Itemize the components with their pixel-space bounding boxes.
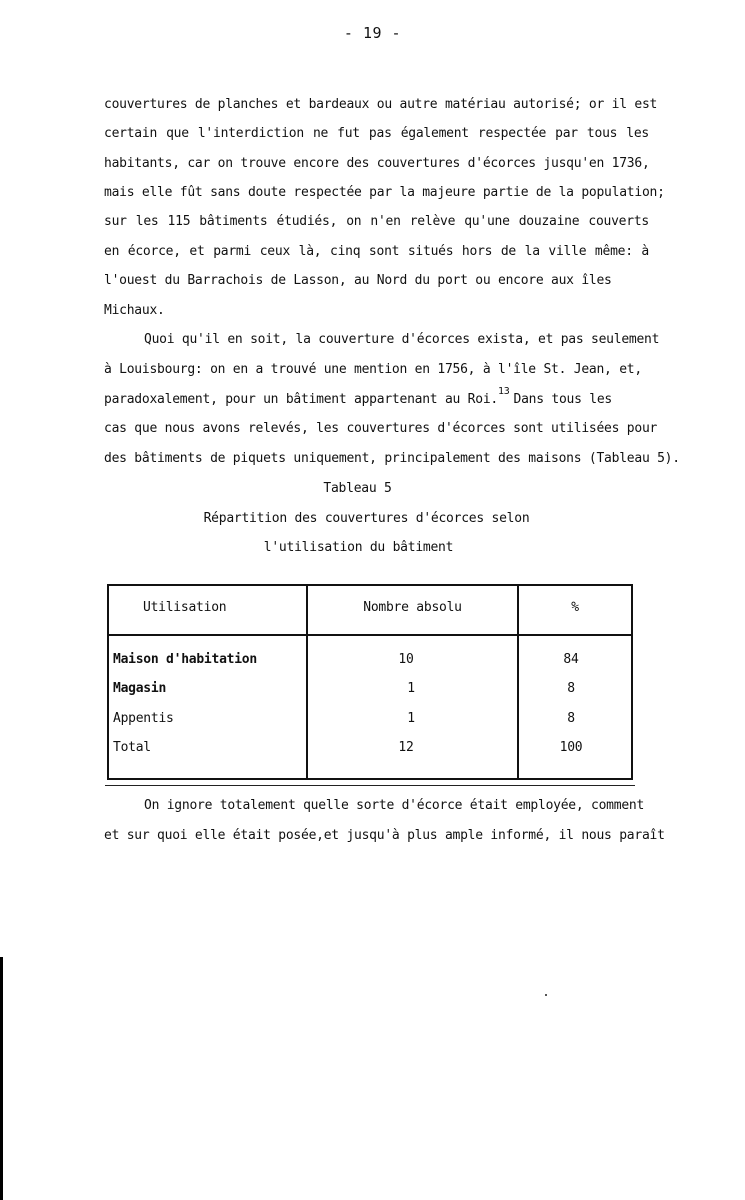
text-line: sur les 115 bâtiments étudiés, on n'en relève qu'une douzaine couverts xyxy=(104,214,649,229)
text-line: couvertures de planches et bardeaux ou autre matériau autorisé; or il est xyxy=(104,97,658,112)
page-number: - 19 - xyxy=(343,24,402,42)
table-cell-percent: 8 xyxy=(567,711,575,726)
text-line: des bâtiments de piquets uniquement, principalement des maisons (Tableau 5). xyxy=(104,451,680,466)
table-bottom-rule xyxy=(105,785,635,786)
text-fragment: paradoxalement, pour un bâtiment appartenant au Roi. xyxy=(104,392,498,407)
text-line: à Louisbourg: on en a trouvé une mention en 1756, à l'île St. Jean, et, xyxy=(104,362,642,377)
text-fragment: Dans tous les xyxy=(513,392,612,407)
table-cell-nombre: 12 xyxy=(398,740,414,755)
text-line: l'ouest du Barrachois de Lasson, au Nord du port ou encore aux îles xyxy=(104,273,612,288)
table-cell-utilisation: Appentis xyxy=(113,711,174,726)
table-cell-nombre: 1 xyxy=(407,681,415,696)
table-cell-percent: 84 xyxy=(563,652,579,667)
scan-edge-mark xyxy=(0,957,3,1200)
table-header-nombre: Nombre absolu xyxy=(363,600,462,615)
table-cell-nombre: 10 xyxy=(398,652,414,667)
table-cell-percent: 8 xyxy=(567,681,575,696)
table-title: Répartition des couvertures d'écorces selon xyxy=(203,511,530,526)
table-cell-utilisation: Maison d'habitation xyxy=(113,652,257,667)
footnote-marker: 13 xyxy=(498,386,510,397)
text-line: Michaux. xyxy=(104,303,165,318)
table-cell-utilisation: Total xyxy=(113,740,151,755)
text-line: et sur quoi elle était posée,et jusqu'à plus ample informé, il nous paraît xyxy=(104,828,665,843)
text-line xyxy=(104,386,612,409)
table-header-divider xyxy=(107,634,633,636)
table-header-percent: % xyxy=(571,600,579,615)
text-line: mais elle fût sans doute respectée par la majeure partie de la population; xyxy=(104,185,665,200)
table-cell-utilisation: Magasin xyxy=(113,681,167,696)
text-line: en écorce, et parmi ceux là, cinq sont situés hors de la ville même: à xyxy=(104,244,649,259)
scan-speck xyxy=(545,994,547,996)
text-line: certain que l'interdiction ne fut pas également respectée par tous les xyxy=(104,126,649,141)
table-cell-percent: 100 xyxy=(559,740,583,755)
table-title: l'utilisation du bâtiment xyxy=(263,540,454,555)
table-label: Tableau 5 xyxy=(323,481,392,496)
text-line: cas que nous avons relevés, les couvertures d'écorces sont utilisées pour xyxy=(104,421,658,436)
text-line: habitants, car on trouve encore des couvertures d'écorces jusqu'en 1736, xyxy=(104,156,650,171)
table-cell-nombre: 1 xyxy=(407,711,415,726)
text-line: Quoi qu'il en soit, la couverture d'écorces exista, et pas seulement xyxy=(144,332,660,347)
text-line: On ignore totalement quelle sorte d'écorce était employée, comment xyxy=(144,798,645,813)
table-header-utilisation: Utilisation xyxy=(143,600,227,615)
